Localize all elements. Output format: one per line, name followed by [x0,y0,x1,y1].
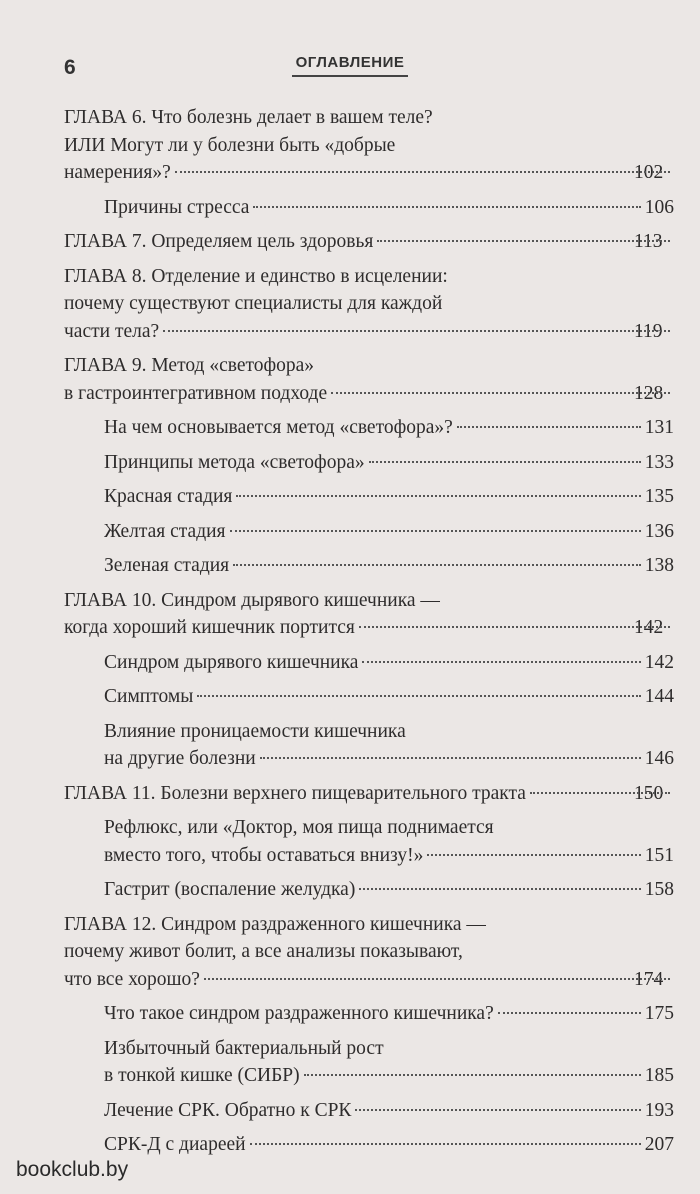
dot-leader [369,461,641,463]
chapter-title-line: ИЛИ Могут ли у болезни быть «добрые [64,134,396,156]
dot-leader [359,888,640,890]
page-ref: 146 [644,748,674,769]
page-ref: 133 [644,451,674,473]
subsection-item [104,814,674,869]
subsection-entry-row[interactable] [104,745,674,773]
chapter-title [64,104,674,187]
subsection-entry-text: Синдром дырявого кишечника [104,651,359,673]
chapter-title [64,587,674,642]
subsection-entry-text: На чем основывается метод «светофора»? [104,417,453,438]
subsection-entry-text: СРК-Д с диареей [104,1134,246,1155]
chapter-entry-text: что все хорошо? [64,968,200,990]
chapter-title-line: ГЛАВА 12. Синдром раздраженного кишечника — [64,913,486,935]
table-of-contents [64,104,674,1166]
subsection-entry-row[interactable] [104,194,674,222]
dot-leader [377,240,670,242]
dot-leader [250,1143,641,1145]
subsection-item [104,194,674,222]
dot-leader [230,530,641,532]
subsection-line: Избыточный бактериальный рост [104,1037,384,1059]
dot-leader [359,626,670,628]
page-ref: 136 [644,520,674,542]
page-ref: 185 [644,1065,674,1086]
chapter-title-line: почему существуют специалисты для каждой [64,293,443,314]
subsection-item [104,649,674,677]
running-title [0,54,700,77]
subsection-item [104,483,674,511]
page-header [0,48,700,88]
subsection-entry-row[interactable] [104,1131,674,1159]
page-ref: 175 [644,1003,674,1024]
dot-leader [253,206,640,208]
subsection-line: Влияние проницаемости кишечника [104,720,406,742]
chapter-entry-text: ГЛАВА 7. Определяем цель здоровья [64,231,374,252]
chapter-title-line: почему живот болит, а все анализы показывают, [64,941,463,962]
subsection-line: Рефлюкс, или «Доктор, моя пища поднимается [104,817,494,838]
toc-chapter [64,911,674,1159]
dot-leader [355,1109,640,1111]
page-ref: 193 [644,1099,674,1121]
chapter-entry-row[interactable]: части тела? 119 [104,318,674,346]
chapter-entry-text: когда хороший кишечник портится [64,617,355,638]
subsection-entry-text: в тонкой кишке (СИБР) [104,1065,300,1086]
dot-leader [197,695,640,697]
chapter-entry-text: ГЛАВА 11. Болезни верхнего пищеварительного тракта [64,782,526,804]
subsection-item [104,1000,674,1028]
page-ref: 207 [644,1134,674,1155]
chapter-entry-text: в гастроинтегративном подходе [64,382,328,404]
subsection-list [64,414,674,580]
chapter-entry-row[interactable]: ГЛАВА 11. Болезни верхнего пищеварительного тракта 150 [104,780,674,808]
subsection-entry-row[interactable] [104,876,674,904]
page-ref: 144 [644,686,674,707]
page-ref: 135 [644,486,674,507]
toc-chapter [64,104,674,221]
toc-chapter [64,352,674,580]
subsection-item [104,414,674,442]
chapter-entry-text: части тела? [64,320,160,342]
dot-leader [304,1074,641,1076]
subsection-entry-text: вместо того, чтобы оставаться внизу!» [104,844,424,866]
subsection-entry-text: Желтая стадия [104,520,226,542]
chapter-entry-row[interactable]: когда хороший кишечник портится 142 [104,614,674,642]
page-ref: 138 [644,555,674,576]
chapter-entry-row[interactable]: в гастроинтегративном подходе 128 [104,380,674,408]
subsection-item [104,449,674,477]
chapter-entry-row[interactable]: что все хорошо? 174 [104,966,674,994]
subsection-list [64,649,674,773]
subsection-item [104,552,674,580]
subsection-entry-text: на другие болезни [104,748,256,769]
chapter-title-line: ГЛАВА 9. Метод «светофора» [64,355,315,376]
subsection-entry-row[interactable] [104,449,674,477]
subsection-item [104,876,674,904]
subsection-item [104,1131,674,1159]
subsection-entry-row[interactable] [104,552,674,580]
watermark: bookclub.by [16,1158,129,1181]
subsection-entry-row[interactable] [104,1000,674,1028]
chapter-entry-row[interactable]: намерения»? 102 [104,159,674,187]
page-ref: 142 [644,651,674,673]
chapter-title [64,780,674,808]
dot-leader [457,426,641,428]
page-number: 6 [64,56,76,79]
dot-leader [362,661,640,663]
dot-leader [530,792,670,794]
toc-chapter [64,263,674,346]
chapter-title-line: ГЛАВА 6. Что болезнь делает в вашем теле? [64,107,433,128]
toc-chapter [64,228,674,256]
page-ref: 151 [644,844,674,866]
subsection-item [104,683,674,711]
dot-leader [331,392,670,394]
subsection-entry-text: Зеленая стадия [104,555,230,576]
subsection-entry-row[interactable] [104,414,674,442]
chapter-entry-text: намерения»? [64,162,171,183]
subsection-item [104,718,674,773]
page-ref: 158 [644,879,674,900]
chapter-entry-row[interactable]: ГЛАВА 7. Определяем цель здоровья 113 [104,228,674,256]
toc-chapter [64,587,674,773]
subsection-entry-row[interactable] [104,842,674,870]
chapter-title-line: ГЛАВА 10. Синдром дырявого кишечника — [64,589,440,611]
running-title-text: ОГЛАВЛЕНИЕ [292,54,409,77]
subsection-item [104,518,674,546]
dot-leader [260,757,641,759]
subsection-entry-text: Принципы метода «светофора» [104,451,365,473]
subsection-entry-row[interactable] [104,483,674,511]
subsection-item [104,1035,674,1090]
subsection-entry-text: Симптомы [104,686,194,707]
dot-leader [163,330,670,332]
subsection-entry-text: Что такое синдром раздраженного кишечника? [104,1003,494,1024]
subsection-item [104,1097,674,1125]
dot-leader [498,1012,641,1014]
dot-leader [427,854,640,856]
subsection-entry-row[interactable] [104,1062,674,1090]
dot-leader [204,978,670,980]
subsection-entry-row[interactable] [104,518,674,546]
subsection-list [64,814,674,904]
subsection-list [64,194,674,222]
chapter-title [64,228,674,256]
subsection-entry-text: Лечение СРК. Обратно к СРК [104,1099,352,1121]
dot-leader [175,171,670,173]
subsection-entry-row[interactable] [104,683,674,711]
subsection-entry-text: Гастрит (воспаление желудка) [104,879,356,900]
subsection-entry-row[interactable] [104,1097,674,1125]
subsection-list [64,1000,674,1159]
subsection-entry-text: Красная стадия [104,486,233,507]
chapter-title [64,263,674,346]
chapter-title-line: ГЛАВА 8. Отделение и единство в исцелении: [64,265,448,287]
page-ref: 106 [644,196,674,218]
chapter-title [64,911,674,994]
subsection-entry-text: Причины стресса [104,196,250,218]
subsection-entry-row[interactable] [104,649,674,677]
dot-leader [233,564,641,566]
toc-chapter [64,780,674,904]
dot-leader [236,495,640,497]
page-ref: 131 [644,417,674,438]
chapter-title [64,352,674,407]
